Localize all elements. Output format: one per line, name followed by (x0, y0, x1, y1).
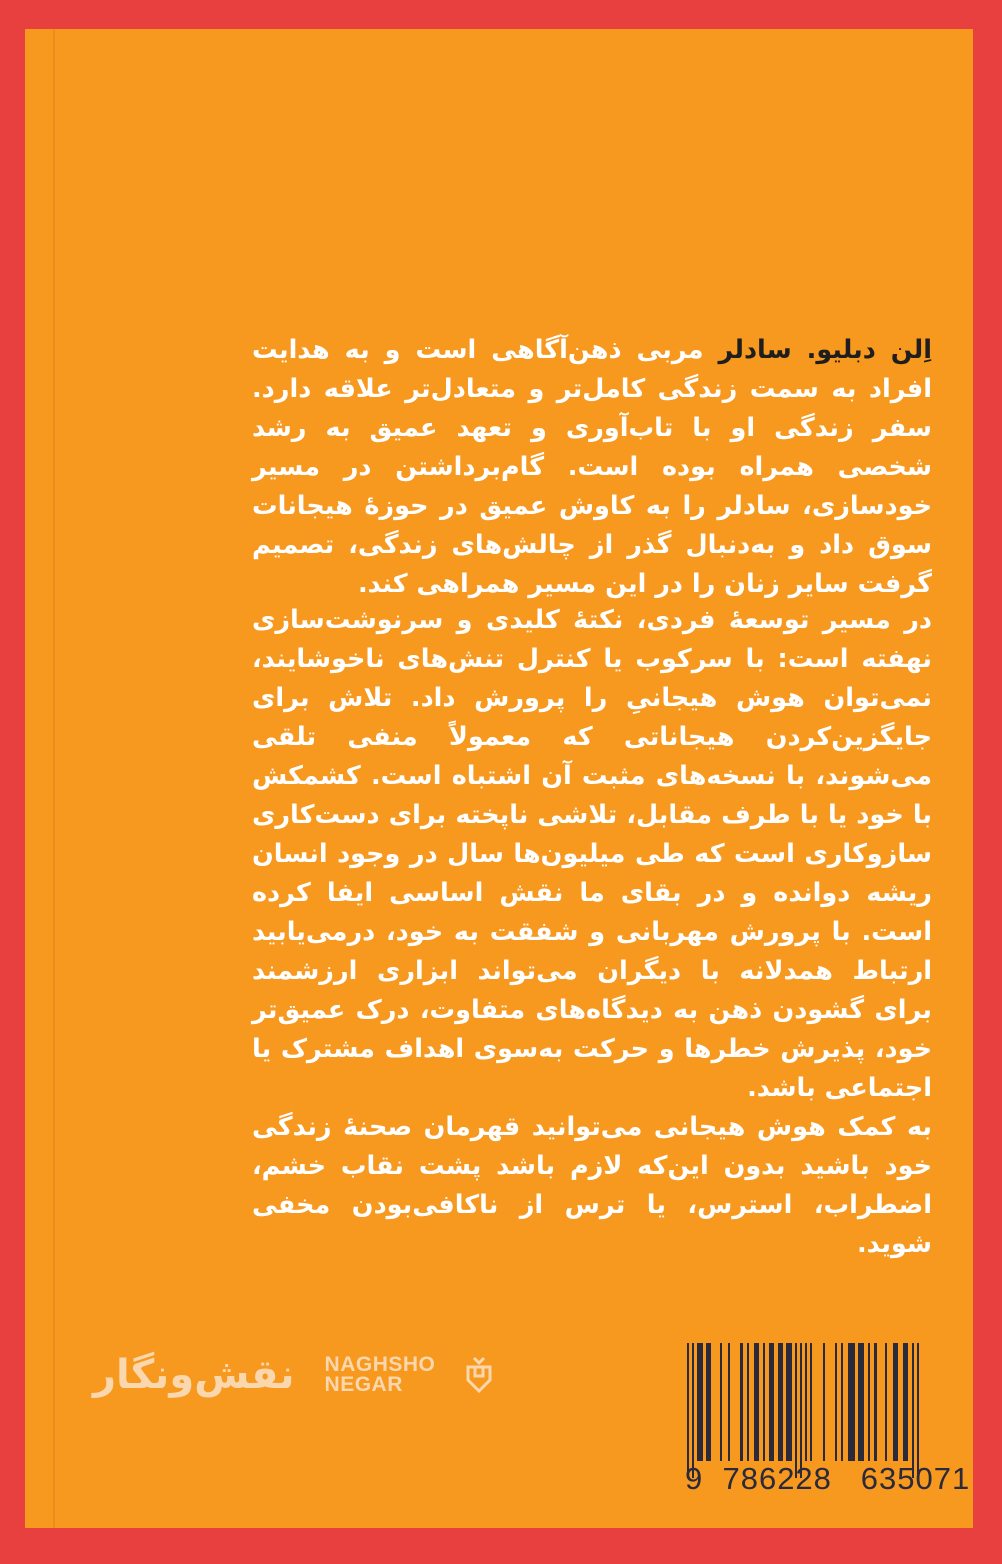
publisher-name-line1: NAGHSHO (324, 1353, 436, 1376)
closing-paragraph: به کمک هوش هیجانی می‌توانید قهرمان صحنهٔ زندگی خود باشید بدون این‌که لازم باشد پشت نقاب خشم، اضطراب، استرس، یا ترس از ناکافی‌بودن مخفی شوید. (252, 1112, 932, 1259)
author-bio-text: مربی ذهن‌آگاهی است و به هدایت افراد به سمت زندگی کامل‌تر و متعادل‌تر علاقه دارد. سفر زندگی او با تاب‌آوری و تعهد عمیق به رشد شخصی همراه بوده است. گام‌برداشتن در مسیر خودسازی، سادلر را به کاوش عمیق در حوزهٔ هیجانات سوق داد و به‌دنبال گذر از چالش‌های زندگی، تصمیم گرفت سایر زنان را در این مسیر همراهی کند. (252, 335, 932, 599)
author-bio-paragraph (252, 331, 932, 604)
barcode-bars (687, 1343, 949, 1478)
publisher-emblem-icon (465, 1356, 493, 1394)
publisher-name-latin (325, 1355, 436, 1395)
isbn-barcode (665, 1343, 971, 1518)
publisher-name-persian: نقش‌ونگار (93, 1352, 295, 1398)
description-paragraph: در مسیر توسعهٔ فردی، نکتهٔ کلیدی و سرنوشت‌سازی نهفته است: با سرکوب یا کنترل تنش‌های ناخوشایند، نمی‌توان هوش هیجانیِ را پرورش داد. تلاش برای جایگزین‌کردن هیجاناتی که معمولاً منفی تلقی می‌شوند، با نسخه‌های مثبت آن اشتباه است. کشمکش با خود یا با طرف مقابل، تلاشی ناپخته برای دست‌کاری سازوکاری است که طی میلیون‌ها سال در وجود انسان ریشه دوانده و در بقای ما نقش اساسی ایفا کرده است. با پرورش مهربانی و شفقت به خود، درمی‌یابید ارتباط همدلانه با دیگران می‌تواند ابزاری ارزشمند برای گشودن ذهن به دیدگاه‌های متفاوت، درک عمیق‌تر خود، پذیرش خطرها و حرکت به‌سوی اهداف مشترک یا اجتماعی باشد. (252, 605, 932, 1103)
author-name: اِلن دبلیو. سادلر (718, 335, 932, 365)
description-block (252, 601, 932, 1264)
publisher-logo-group (93, 1352, 493, 1398)
publisher-name-line2: NEGAR (324, 1373, 403, 1396)
spine-crease (53, 29, 55, 1528)
isbn-number: 9 786228 635071 (685, 1461, 971, 1496)
